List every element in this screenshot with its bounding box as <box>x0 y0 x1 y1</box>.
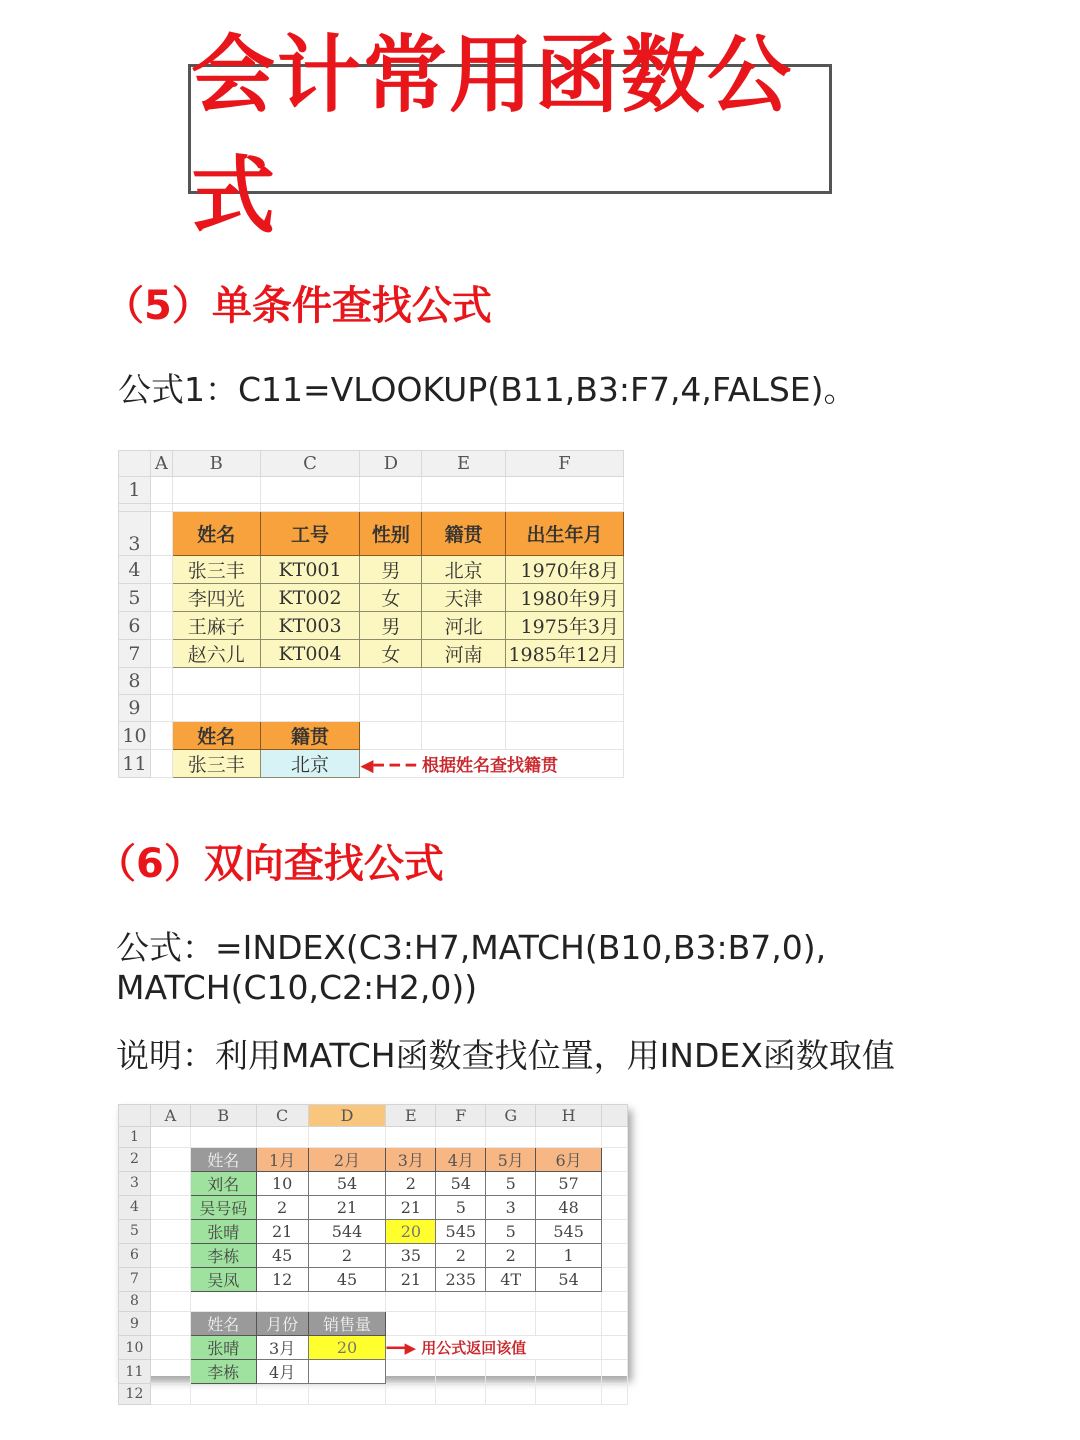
name-cell: 李栋 <box>190 1243 256 1267</box>
table-cell: 54 <box>536 1267 602 1291</box>
sheet-row <box>119 1291 628 1312</box>
col-header: H <box>536 1105 602 1127</box>
month-header-cell: 3月 <box>386 1147 436 1171</box>
month-header-cell: 2月 <box>308 1147 386 1171</box>
col-header: D <box>360 451 422 477</box>
sheet-row <box>119 1384 628 1405</box>
name-cell: 张晴 <box>190 1219 256 1243</box>
table-row <box>119 1171 628 1195</box>
sheet-row <box>119 668 624 695</box>
table-row <box>119 1267 628 1291</box>
table-cell: 54 <box>436 1171 486 1195</box>
table-cell: 21 <box>386 1267 436 1291</box>
corner-cell <box>119 1105 151 1127</box>
table-cell: KT003 <box>260 612 360 640</box>
query-row <box>119 1360 628 1384</box>
sheet-row <box>119 1127 628 1148</box>
table-cell: 4T <box>486 1267 536 1291</box>
table-cell: KT002 <box>260 584 360 612</box>
row-number: 1 <box>119 477 151 504</box>
table-cell: 天津 <box>422 584 506 612</box>
row-number: 12 <box>119 1384 151 1405</box>
month-header-cell: 4月 <box>436 1147 486 1171</box>
table-header-cell: 工号 <box>260 512 360 556</box>
query-header-cell: 月份 <box>256 1312 308 1336</box>
table-cell: 2 <box>308 1243 386 1267</box>
lookup-note-text: 根据姓名查找籍贯 <box>421 756 558 776</box>
table-cell: 544 <box>308 1219 386 1243</box>
query-note: ━━▶ 用公式返回该值 <box>386 1336 602 1360</box>
col-header: C <box>260 451 360 477</box>
query-header-row <box>119 1312 628 1336</box>
table-header-row <box>119 1147 628 1171</box>
lookup-row <box>119 750 624 778</box>
month-header-cell: 1月 <box>256 1147 308 1171</box>
query-month-cell: 4月 <box>256 1360 308 1384</box>
query-note-text: 用公式返回该值 <box>421 1339 527 1357</box>
column-header-row <box>119 1105 628 1127</box>
title-box <box>188 26 832 245</box>
spreadsheet-index-match-table <box>118 1104 628 1405</box>
table-cell: 10 <box>256 1171 308 1195</box>
row-number: 3 <box>119 1171 151 1195</box>
table-cell: 2 <box>486 1243 536 1267</box>
col-header: A <box>150 1105 190 1127</box>
table-cell: 李四光 <box>172 584 260 612</box>
table-cell: 2 <box>256 1195 308 1219</box>
lookup-result-cell: 北京 <box>260 750 360 778</box>
col-header: A <box>150 451 172 477</box>
lookup-header-row <box>119 722 624 750</box>
query-row <box>119 1336 628 1360</box>
section6-heading: （6）双向查找公式 <box>96 841 444 887</box>
name-cell: 刘名 <box>190 1171 256 1195</box>
row-number: 7 <box>119 1267 151 1291</box>
col-header: E <box>422 451 506 477</box>
table-header-cell: 出生年月 <box>505 512 623 556</box>
sheet-row <box>119 695 624 722</box>
table-row <box>119 640 624 668</box>
table-cell: 2 <box>386 1171 436 1195</box>
query-result-cell <box>308 1360 386 1384</box>
col-header: F <box>436 1105 486 1127</box>
row-number: 1 <box>119 1127 151 1148</box>
table-cell: 48 <box>536 1195 602 1219</box>
col-header: C <box>256 1105 308 1127</box>
name-cell: 吴号码 <box>190 1195 256 1219</box>
row-number: 10 <box>119 722 151 750</box>
table-cell: 2 <box>436 1243 486 1267</box>
row-number <box>119 504 151 512</box>
table-cell: 女 <box>360 640 422 668</box>
sheet-row <box>119 504 624 512</box>
table-row <box>119 612 624 640</box>
table-cell: 45 <box>256 1243 308 1267</box>
table-header-cell: 性别 <box>360 512 422 556</box>
col-header: B <box>172 451 260 477</box>
section6-explanation: 说明：利用MATCH函数查找位置，用INDEX函数取值 <box>116 1036 895 1075</box>
highlighted-cell: 20 <box>386 1219 436 1243</box>
table-row <box>119 584 624 612</box>
table-cell: 5 <box>486 1171 536 1195</box>
column-header-row <box>119 451 624 477</box>
table-row <box>119 1243 628 1267</box>
table-cell: 5 <box>436 1195 486 1219</box>
table-cell: 1 <box>536 1243 602 1267</box>
lookup-note: ◀━ ━ ━ 根据姓名查找籍贯 <box>360 750 624 778</box>
table-cell: 545 <box>436 1219 486 1243</box>
row-number: 2 <box>119 1147 151 1171</box>
table-cell: 河南 <box>422 640 506 668</box>
row-number: 9 <box>119 1312 151 1336</box>
table-cell: 545 <box>536 1219 602 1243</box>
lookup-header-cell: 籍贯 <box>260 722 360 750</box>
name-header-cell: 姓名 <box>190 1147 256 1171</box>
row-number: 9 <box>119 695 151 722</box>
table-header-row <box>119 512 624 556</box>
query-month-cell: 3月 <box>256 1336 308 1360</box>
table-cell: 45 <box>308 1267 386 1291</box>
month-header-cell: 6月 <box>536 1147 602 1171</box>
row-number: 4 <box>119 556 151 584</box>
table-header-cell: 籍贯 <box>422 512 506 556</box>
spreadsheet-index-match <box>118 1104 628 1402</box>
row-number: 6 <box>119 1243 151 1267</box>
lookup-header-cell: 姓名 <box>172 722 260 750</box>
table-cell: KT004 <box>260 640 360 668</box>
section6-formula-line1: 公式：=INDEX(C3:H7,MATCH(B10,B3:B7,0), <box>116 928 827 967</box>
table-cell: 男 <box>360 556 422 584</box>
col-header: F <box>505 451 623 477</box>
month-header-cell: 5月 <box>486 1147 536 1171</box>
col-header: E <box>386 1105 436 1127</box>
table-row <box>119 1219 628 1243</box>
table-cell: 21 <box>386 1195 436 1219</box>
row-number: 8 <box>119 668 151 695</box>
spreadsheet-vlookup <box>118 450 624 776</box>
section5-formula: 公式1：C11=VLOOKUP(B11,B3:F7,4,FALSE)。 <box>118 370 857 409</box>
row-number: 10 <box>119 1336 151 1360</box>
row-number: 11 <box>119 1360 151 1384</box>
row-number: 8 <box>119 1291 151 1312</box>
row-number: 3 <box>119 512 151 556</box>
query-name-cell: 李栋 <box>190 1360 256 1384</box>
table-cell: 57 <box>536 1171 602 1195</box>
table-cell: 54 <box>308 1171 386 1195</box>
table-cell: 21 <box>308 1195 386 1219</box>
table-cell: 王麻子 <box>172 612 260 640</box>
col-header-selected: D <box>308 1105 386 1127</box>
corner-cell <box>119 451 151 477</box>
table-cell: 张三丰 <box>172 556 260 584</box>
table-cell: 12 <box>256 1267 308 1291</box>
section5-heading: （5）单条件查找公式 <box>104 283 492 329</box>
table-header-cell: 姓名 <box>172 512 260 556</box>
row-number: 4 <box>119 1195 151 1219</box>
query-header-cell: 姓名 <box>190 1312 256 1336</box>
table-cell: 1985年12月 <box>505 640 623 668</box>
col-header: G <box>486 1105 536 1127</box>
row-number: 11 <box>119 750 151 778</box>
name-cell: 吴凤 <box>190 1267 256 1291</box>
table-cell: 河北 <box>422 612 506 640</box>
section6-formula-line2: MATCH(C10,C2:H2,0)) <box>116 968 478 1007</box>
table-row <box>119 556 624 584</box>
sheet-row <box>119 477 624 504</box>
table-row <box>119 1195 628 1219</box>
table-cell: KT001 <box>260 556 360 584</box>
query-header-cell: 销售量 <box>308 1312 386 1336</box>
table-cell: 235 <box>436 1267 486 1291</box>
spreadsheet-vlookup-table <box>118 450 624 778</box>
col-header-spacer <box>602 1105 628 1127</box>
row-number: 5 <box>119 584 151 612</box>
row-number: 6 <box>119 612 151 640</box>
table-cell: 赵六儿 <box>172 640 260 668</box>
table-cell: 男 <box>360 612 422 640</box>
query-name-cell: 张晴 <box>190 1336 256 1360</box>
table-cell: 5 <box>486 1219 536 1243</box>
table-cell: 1970年8月 <box>505 556 623 584</box>
table-cell: 1980年9月 <box>505 584 623 612</box>
table-cell: 女 <box>360 584 422 612</box>
table-cell: 35 <box>386 1243 436 1267</box>
row-number: 5 <box>119 1219 151 1243</box>
table-cell: 1975年3月 <box>505 612 623 640</box>
lookup-name-cell: 张三丰 <box>172 750 260 778</box>
table-cell: 3 <box>486 1195 536 1219</box>
col-header: B <box>190 1105 256 1127</box>
table-cell: 北京 <box>422 556 506 584</box>
query-result-cell: 20 <box>308 1336 386 1360</box>
table-cell: 21 <box>256 1219 308 1243</box>
page-title: 会计常用函数公式 <box>191 26 794 245</box>
row-number: 7 <box>119 640 151 668</box>
